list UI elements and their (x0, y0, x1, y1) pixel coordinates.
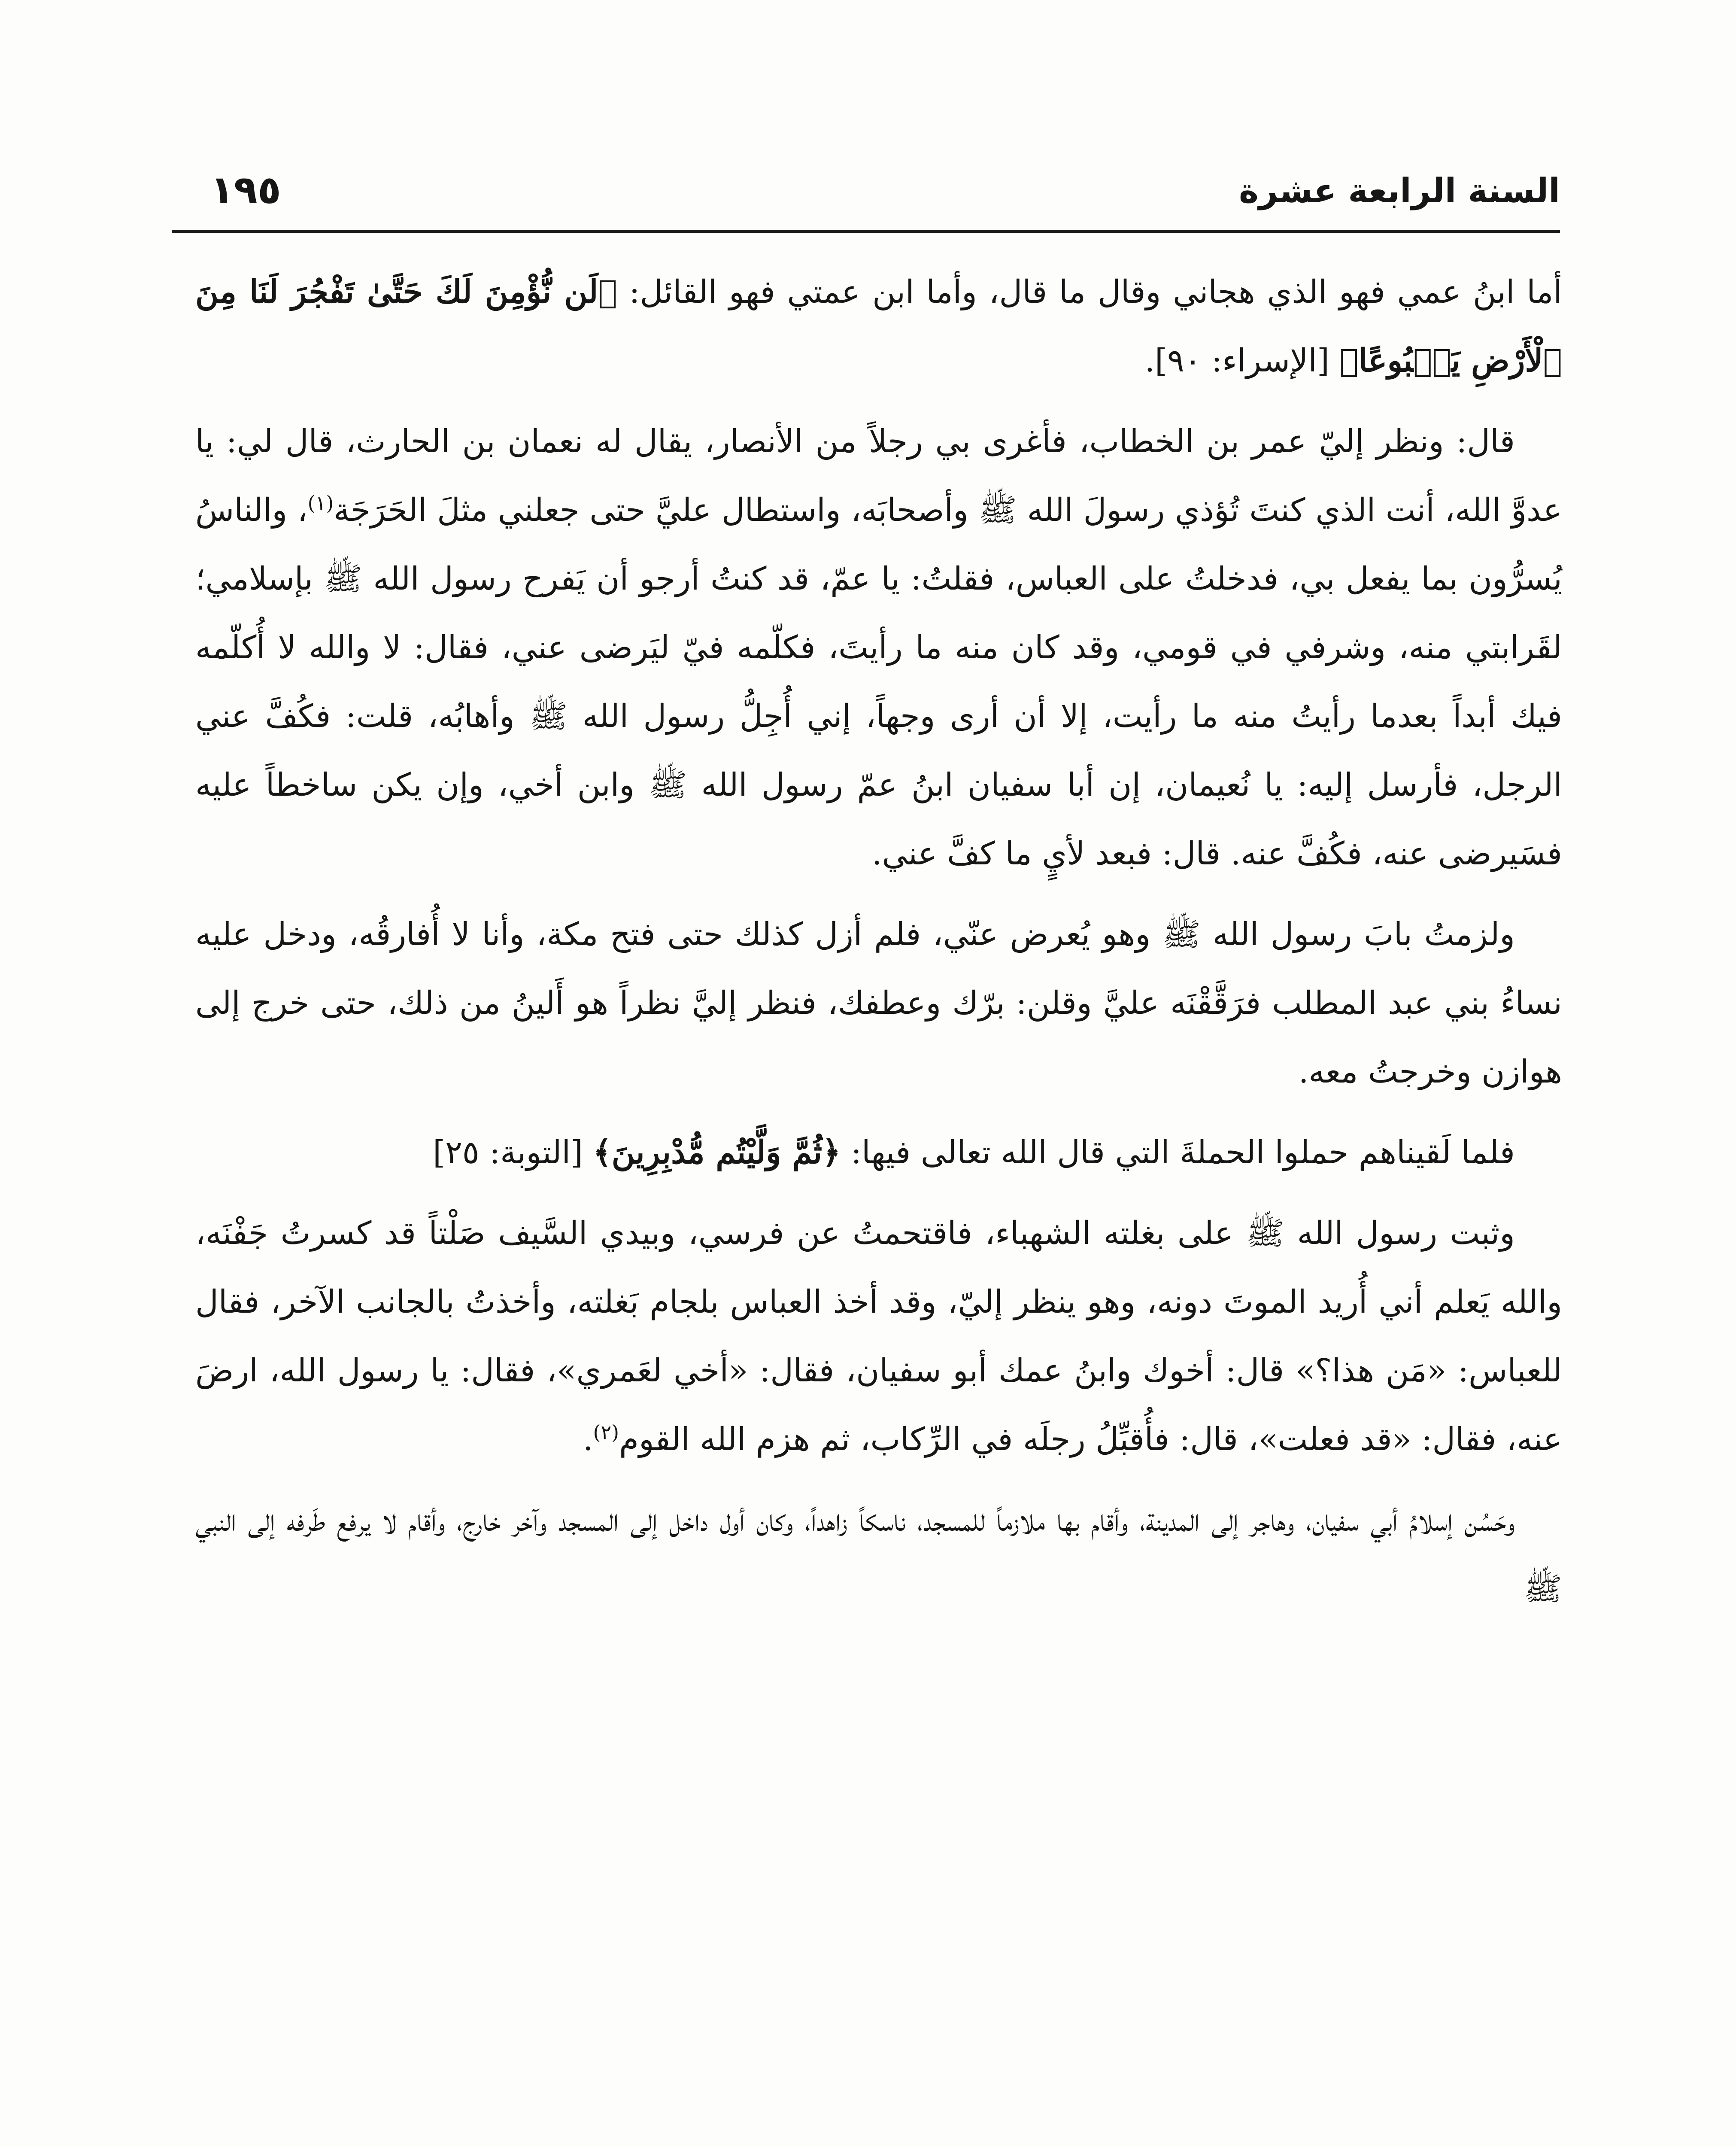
paragraph-4 (195, 1118, 1562, 1187)
paragraph-5 (195, 1199, 1562, 1474)
page-number: ١٩٥ (210, 167, 281, 213)
paragraph-text: قال: ونظر إليّ عمر بن الخطاب، فأغرى بي رجلاً من الأنصار، يقال له نعمان بن الحارث، قال لي: يا عدوَّ الله، أنت الذي كنتَ تُؤذي رسولَ الله ﷺ وأصحابَه، واستطال عليَّ حتى جعلني مثلَ الحَرَجَة (195, 423, 1562, 529)
quran-verse: ﴿لَن نُّؤْمِنَ لَكَ حَتَّىٰ تَفْجُرَ لَنَا مِنَ ٱلْأَرْضِ يَنۢبُوعًا﴾ (195, 274, 1562, 379)
paragraph-text: ولزمتُ بابَ رسول الله ﷺ وهو يُعرض عنّي، فلم أزل كذلك حتى فتح مكة، وأنا لا أُفارقُه، ودخل عليه نساءُ بني عبد المطلب فرَقَّقْنَه عليَّ وقلن: برّك وعطفك، فنظر إليَّ نظراً هو أَلينُ من ذلك، حتى خرج إلى هوازن وخرجتُ معه. (195, 916, 1562, 1090)
running-title: السنة الرابعة عشرة (1239, 172, 1560, 210)
paragraph-3 (195, 900, 1562, 1106)
paragraph-text-continued: . (583, 1421, 593, 1458)
verse-reference: [الإسراء: ٩٠]. (1144, 342, 1340, 379)
paragraph-text: فلما لَقيناهم حملوا الحملةَ التي قال الله تعالى فيها: (841, 1134, 1515, 1171)
paragraph-text: وثبت رسول الله ﷺ على بغلته الشهباء، فاقتحمتُ عن فرسي، وبيدي السَّيف صَلْتاً قد كسرتُ جَفْنَه، والله يَعلم أني أُريد الموتَ دونه، وهو ينظر إليّ، وقد أخذ العباس بلجام بَغلته، وأخذتُ بالجانب الآخر، فقال للعباس: «مَن هذا؟» قال: أخوك وابنُ عمك أبو سفيان، فقال: «أخي لعَمري»، فقال: يا رسول الله، ارضَ عنه، فقال: «قد فعلت»، قال: فأُقبِّلُ رجلَه في الرِّكاب، ثم هزم الله القوم (195, 1215, 1562, 1458)
footnote-marker: (٢) (593, 1420, 619, 1444)
paragraph-6 (195, 1486, 1562, 1623)
paragraph-1 (195, 258, 1562, 395)
paragraph-text-continued: ، والناسُ يُسرُّون بما يفعل بي، فدخلتُ على العباس، فقلتُ: يا عمّ، قد كنتُ أرجو أن يَفرح رسول الله ﷺ بإسلامي؛ لقَرابتي منه، وشرفي في قومي، وقد كان منه ما رأيتَ، فكلّمه فيّ ليَرضى عني، فقال: لا والله لا أُكلّمه فيك أبداً بعدما رأيتُ منه ما رأيت، إلا أن أرى وجهاً، إني أُجِلُّ رسول الله ﷺ وأهابُه، قلت: فكُفَّ عني الرجل، فأرسل إليه: يا نُعيمان، إن أبا سفيان ابنُ عمّ رسول الله ﷺ وابن أخي، وإن يكن ساخطاً عليه فسَيرضى عنه، فكُفَّ عنه. قال: فبعد لأيٍ ما كفَّ عني. (195, 492, 1562, 872)
paragraph-text: أما ابنُ عمي فهو الذي هجاني وقال ما قال، وأما ابن عمتي فهو القائل: (617, 274, 1562, 310)
header-divider (172, 230, 1560, 233)
footnote-marker: (١) (307, 491, 334, 515)
main-text (195, 258, 1562, 1635)
paragraph-text: وحَسُن إسلامُ أبي سفيان، وهاجر إلى المدينة، وأقام بها ملازماً للمسجد، ناسكاً زاهداً، وكان أول داخل إلى المسجد وآخر خارج، وأقام لا يرفع طَرفه إلى النبي ﷺ (195, 1502, 1562, 1607)
quran-verse: ﴿ثُمَّ وَلَّيْتُم مُّدْبِرِينَ﴾ (593, 1134, 841, 1171)
page-header (206, 155, 1560, 223)
paragraph-2 (195, 407, 1562, 888)
verse-reference: [التوبة: ٢٥] (433, 1134, 593, 1171)
